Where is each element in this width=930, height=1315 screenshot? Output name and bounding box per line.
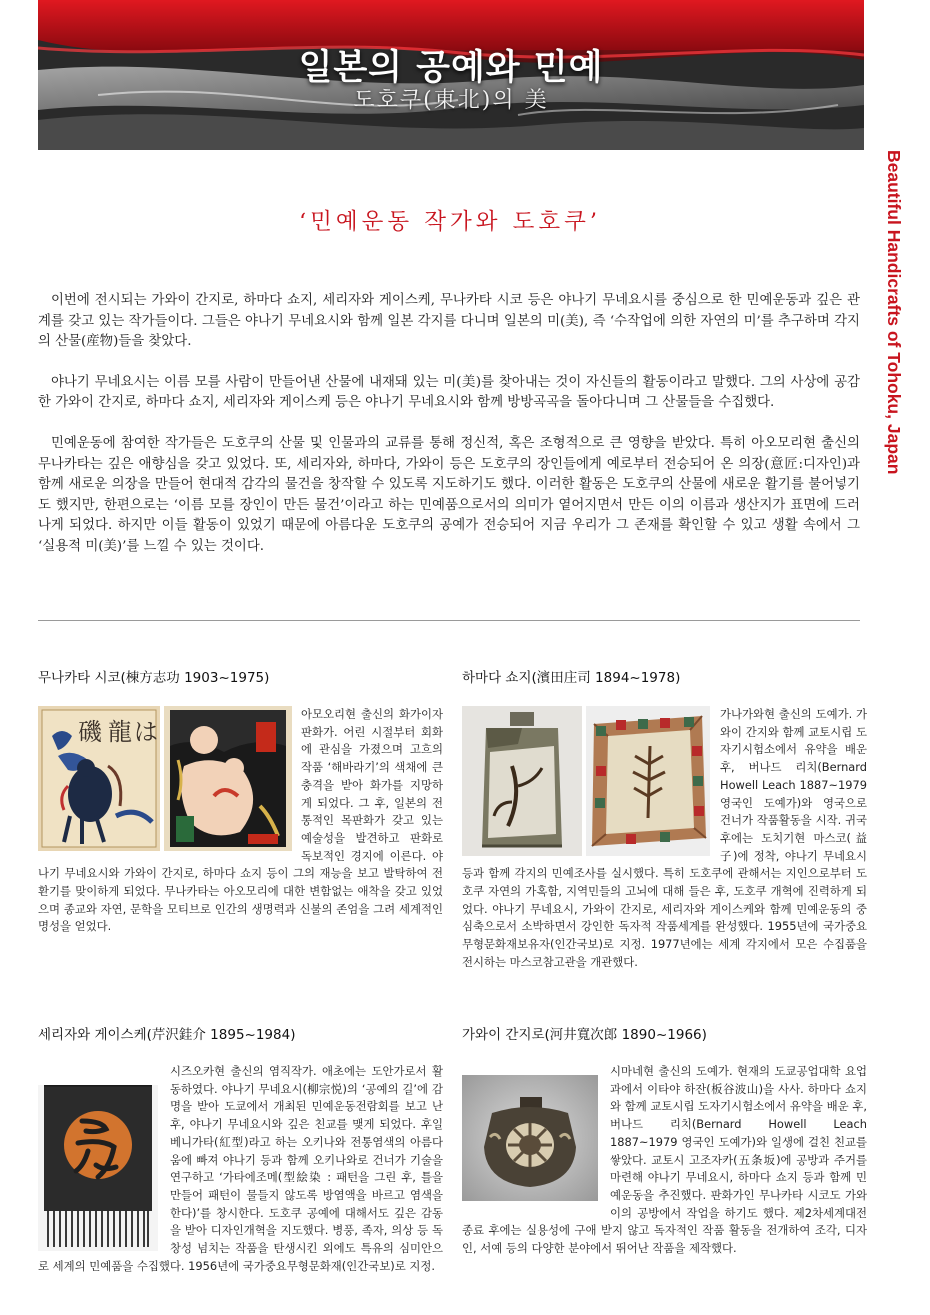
print-calligraphy: 龍 xyxy=(108,718,132,746)
artwork-images xyxy=(38,1085,162,1253)
artist-section-munakata xyxy=(38,668,443,936)
intro-paragraph: 민예운동에 참여한 작가들은 도호쿠의 산물 및 인물과의 교류를 통해 정신적, 혹은 조형적으로 큰 영향을 받았다. 특히 아오모리현 출신의 무나카타는 깊은 애향심을 갖고 있었다. 또, 세리자와, 하마다, 가와이 등은 도호쿠의 장인들에게 예로부터 전승되어 온 의장(意匠:디자인)과 함께 새로운 의장을 만들어 현대적 감각의 물건을 창작할 수 있도록 지도하기도 했다. 이러한 활동은 도호쿠의 산물에 새로운 활기를 불어넣기도 했지만, 한편으로는 ‘이름 모를 장인이 만든 물건’이라고 하는 민예품으로서의 의미가 옅어지면서 만든 이의 이름과 생산지가 표면에 드러나게 되었다. 하지만 이들 활동이 있었기 때문에 아름다운 도호쿠의 공예가 전승되어 지금 우리가 그 존재를 확인할 수 있고 생활 속에서 그 ‘실용적 미(美)’를 느낄 수 있는 것이다. xyxy=(38,435,860,554)
artist-bio: 시즈오카현 출신의 염직작가. 애초에는 도안가로서 활동하였다. 야나기 무네요시(柳宗悦)의 ‘공예의 길’에 감명을 받아 도쿄에서 개최된 민예운동전람회를 보고 난 후, 야나기 무네요시와 깊은 친교를 맺게 되었다. 후일 베니가타(紅型)라고 하는 오키나와 전통염색의 아름다움에 빠져 야나기 등과 함께 오키나와로 건너가 기술을 연구하고 ‘가타에조메(型絵染 : 패턴을 그린 후, 틀을 만들어 패턴이 물들지 않도록 방염액을 바르고 염색을 한다)’를 창시한다. 도호쿠 공예에 대해서도 깊은 감동을 받아 디자인개혁을 지도했다. 병풍, 족자, 의상 등 독창성 넘치는 작품을 탄생시킨 외에도 특유의 심미안으로 세계의 민예품을 수집했다. 1956년에 국가중요무형문화재(인간국보)로 지정. xyxy=(38,1064,443,1273)
artist-bio: 아모오리현 출신의 화가이자 판화가. 어린 시절부터 회화에 관심을 가졌으며 고흐의 작품 ‘해바라기’의 색채에 큰 충격을 받아 화가를 지망하게 되었다. 그 후, 일본의 전통적인 목판화가 갖고 있는 예술성을 발견하고 판화로 독보적인 경지에 이른다. 야나기 무네요시와 가와이 간지로, 하마다 쇼지 등이 그의 재능을 보고 발탁하여 전환기를 맞이하게 되었다. 무나카타는 아오모리에 대한 변함없는 애착을 갖고 있었으며 종교와 자연, 문학을 모티브로 인간의 생명력과 신불의 존엄을 그려 세계적인 명성을 얻었다. xyxy=(38,707,443,934)
section-divider xyxy=(38,620,860,621)
intro-text xyxy=(38,291,860,578)
print-calligraphy: 磯 xyxy=(78,718,102,746)
woodblock-print-goddess-image xyxy=(164,706,292,851)
page-title: 일본의 공예와 민예 xyxy=(298,48,604,88)
intro-paragraph: 이번에 전시되는 가와이 간지로, 하마다 쇼지, 세리자와 게이스케, 무나카타 시코 등은 야나기 무네요시를 중심으로 한 민예운동과 깊은 관계를 갖고 있는 작가들이다. 그들은 야나기 무네요시와 함께 일본 각지를 다니며 일본의 미(美), 즉 ‘수작업에 의한 자연의 미’를 추구하며 각지의 산물(産物)들을 찾았다. xyxy=(38,293,860,350)
artist-name: 하마다 쇼지(濱田庄司 1894~1978) xyxy=(462,670,681,686)
square-plate-image xyxy=(586,706,710,856)
artist-name: 무나카타 시코(棟方志功 1903~1975) xyxy=(38,670,270,686)
artist-description xyxy=(462,706,867,972)
artist-name: 가와이 간지로(河井寬次郎 1890~1966) xyxy=(462,1027,707,1043)
artist-section-kawai xyxy=(462,1025,867,1258)
artwork-images xyxy=(462,706,712,858)
artist-section-serizawa xyxy=(38,1025,443,1275)
print-calligraphy: は xyxy=(134,718,158,746)
section-heading: ‘민예운동 작가와 도호쿠’ xyxy=(299,209,601,235)
artist-name: 세리자와 게이스케(芹沢銈介 1895~1984) xyxy=(38,1027,296,1043)
artist-section-hamada xyxy=(462,668,867,972)
flattened-vase-image xyxy=(462,1075,598,1201)
page-subtitle: 도호쿠(東北)의 美 xyxy=(353,88,549,113)
artist-description xyxy=(38,1063,443,1275)
artist-description xyxy=(38,706,443,936)
side-title: Beautiful Handicrafts of Tohoku, Japan xyxy=(884,150,904,475)
header-banner xyxy=(38,0,864,150)
artist-bio: 시마네현 출신의 도예가. 현재의 도쿄공업대학 요업과에서 이타야 하잔(板谷波山)을 사사. 하마다 쇼지와 함께 교토시립 도자기시험소에서 유약을 배운 후, 버나드 리치(Bernard Howell Leach 1887~1979 영국인 도예가)와 일생에 걸친 친교를 쌓았다. 교토시 고조자카(五条坂)에 공방과 주거를 마련해 야나기 무네요시, 하마다 쇼지 등과 함께 민예운동을 추진했다. 판화가인 무나카타 시코도 가와이의 공방에서 작업을 하기도 했다. 제2차세계대전 종료 후에는 실용성에 구애 받지 않고 독자적인 작품 활동을 전개하여 조각, 디자인, 서예 등의 다양한 분야에서 뛰어난 작품을 제작했다. xyxy=(462,1064,867,1256)
square-bottle-image xyxy=(462,706,582,856)
artwork-images xyxy=(38,706,293,856)
intro-paragraph: 야나기 무네요시는 이름 모를 사람이 만들어낸 산물에 내재돼 있는 미(美)를 찾아내는 것이 자신들의 활동이라고 말했다. 그의 사상에 공감한 가와이 간지로, 하마다 쇼지, 세리자와 게이스케 등은 야나기 무네요시와 함께 방방곡곡을 돌아다니며 그 산물들을 수집했다. xyxy=(38,374,860,411)
woodblock-print-bird-image xyxy=(38,706,160,851)
noren-textile-image xyxy=(38,1085,158,1251)
artist-bio: 가나가와현 출신의 도예가. 가와이 간지와 함께 교토시립 도자기시험소에서 유약을 배운 후, 버나드 리치(Bernard Howell Leach 1887~1979 영국인 도예가)와 영국으로 건너가 작품활동을 시작. 귀국 후에는 도치기현 마스코(益子)에 정착, 야나기 무네요시 등과 함께 각지의 민예조사를 실시했다. 특히 도호쿠에 관해서는 지인으로부터 도호쿠 자연의 가혹함, 지역민들의 고뇌에 대해 들은 후, 도호쿠 개혁에 진력하게 되었다. 야나기 무네요시, 가와이 간지로, 세리자와 게이스케와 함께 민예운동의 중심축으로서 소박하면서 강인한 독자적 작품세계를 완성했다. 1955년에 국가중요무형문화재보유자(인간국보)로 지정. 1977년에는 세계 각지에서 모은 수집품을 전시하는 마스코참고관을 개관했다. xyxy=(462,707,867,969)
artist-description xyxy=(462,1063,867,1258)
artwork-images xyxy=(462,1075,602,1221)
